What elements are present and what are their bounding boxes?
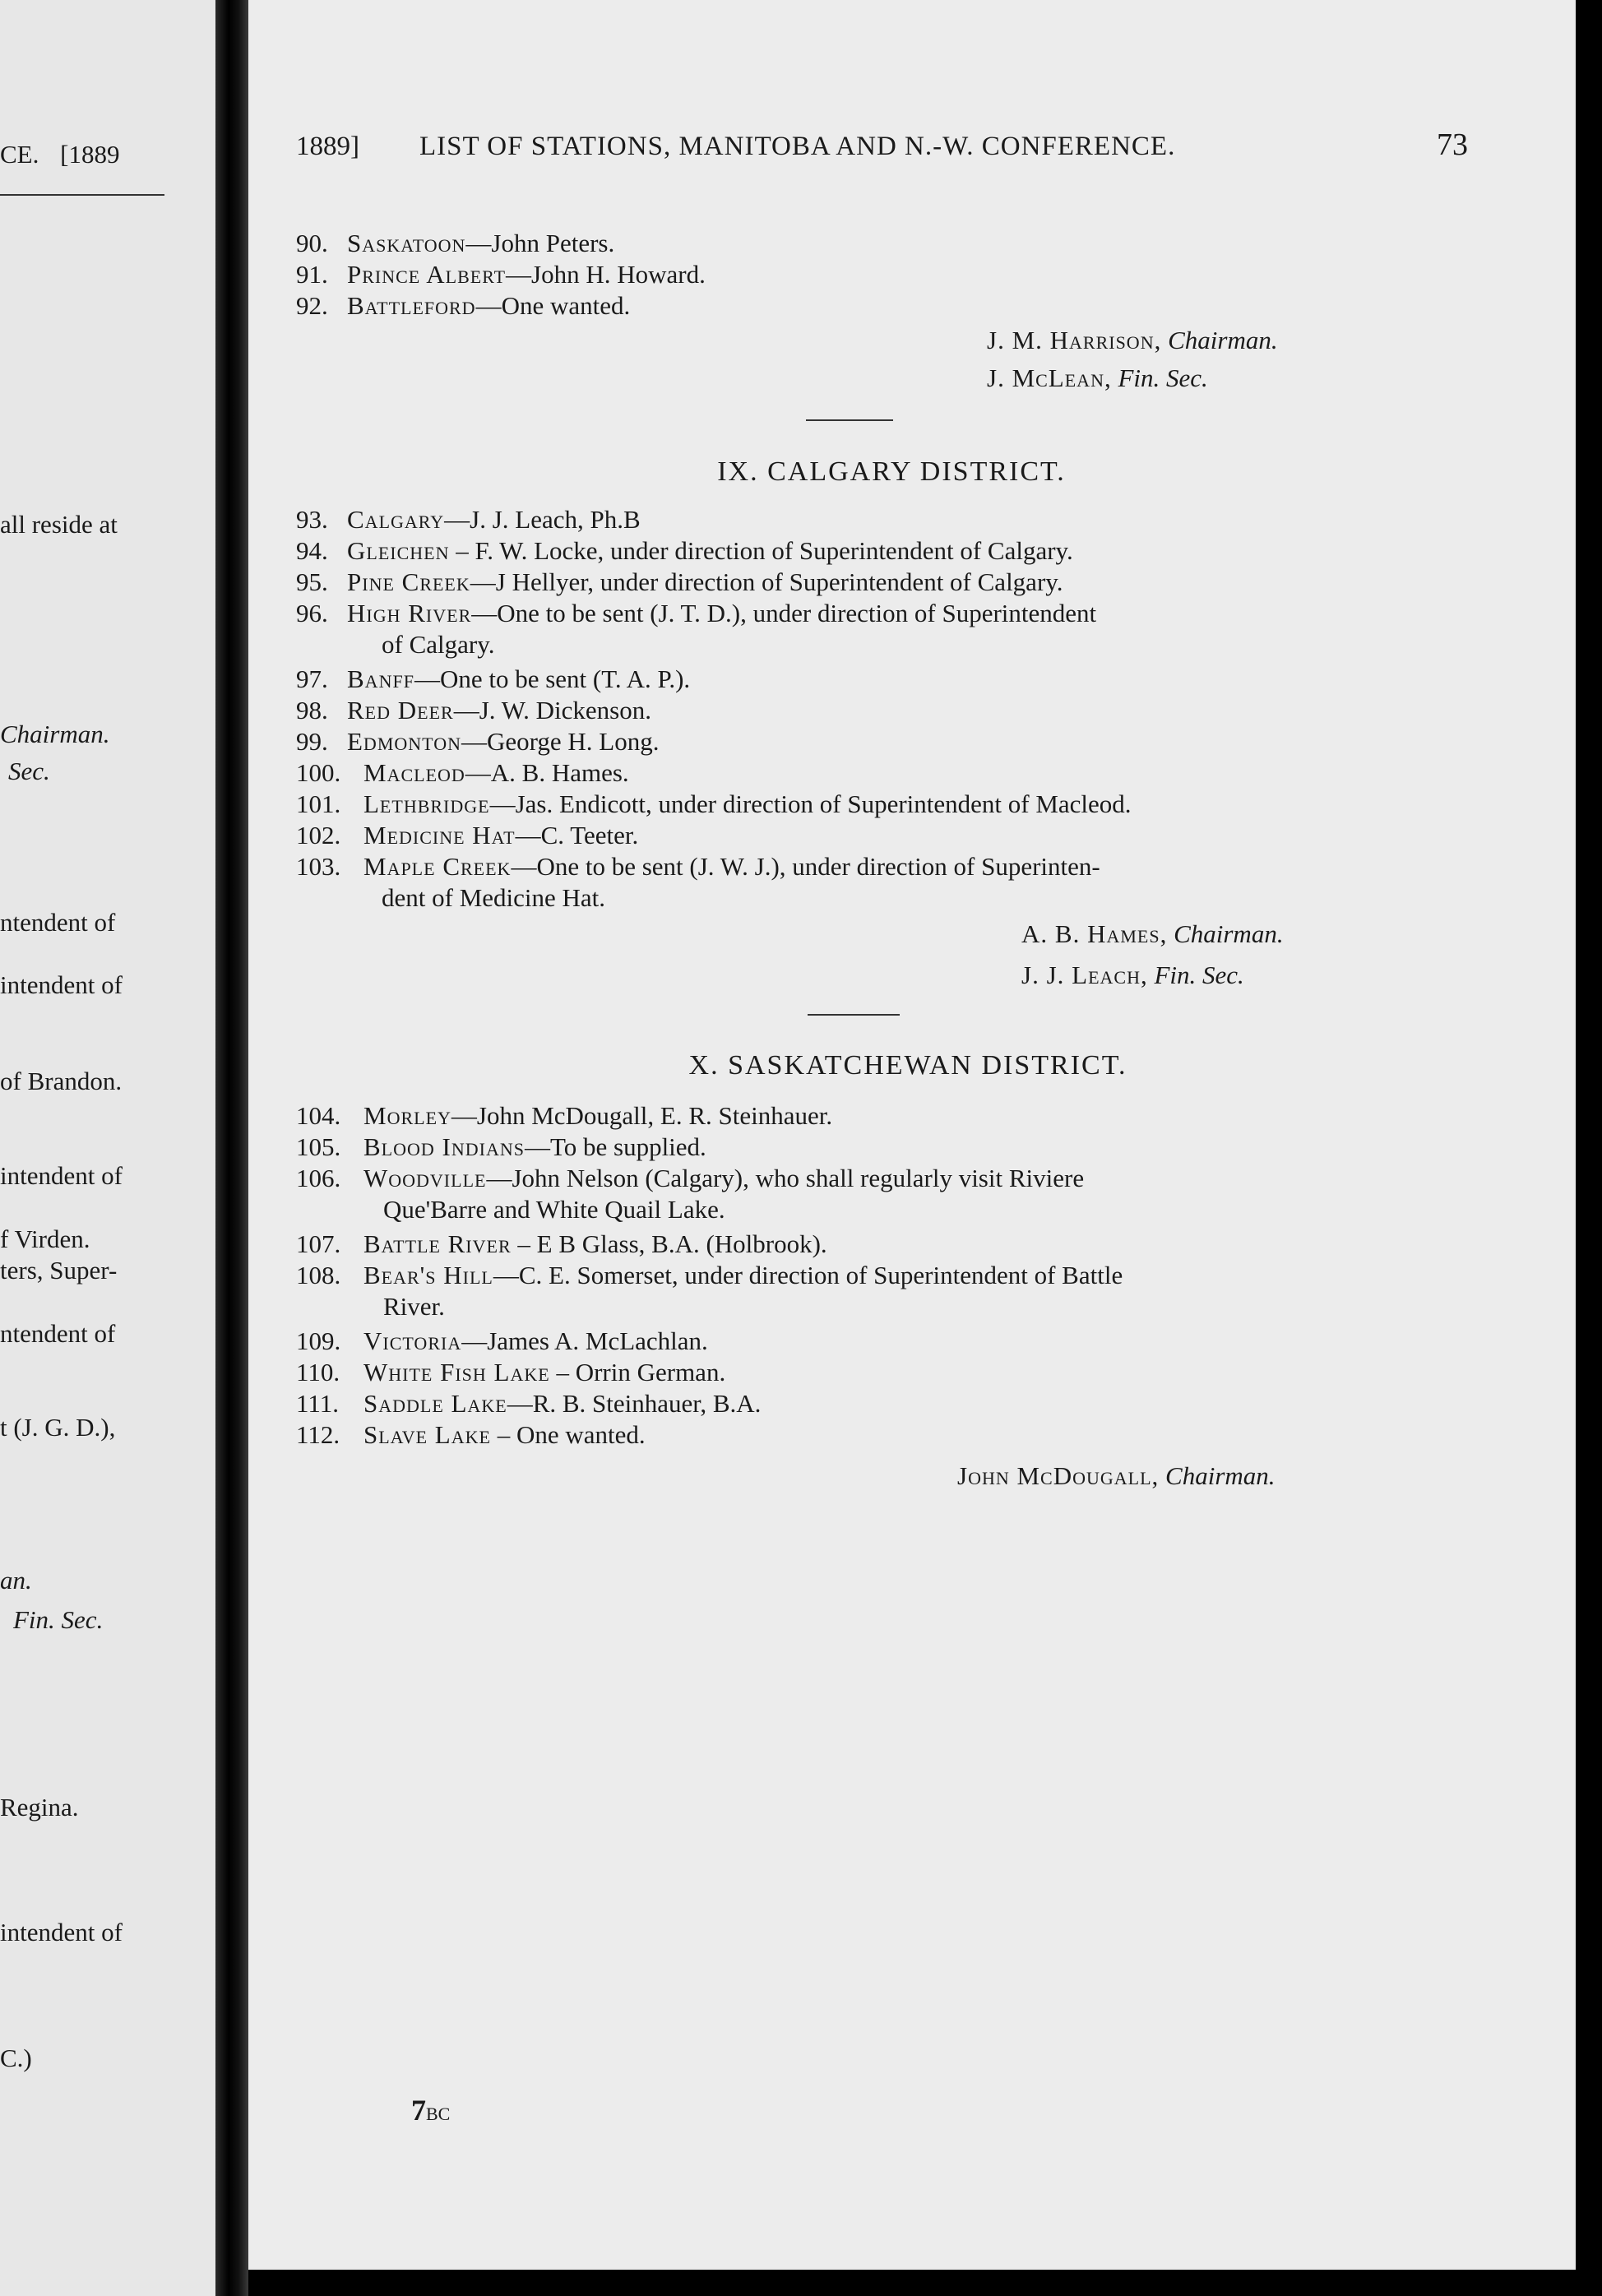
station-entry bbox=[296, 1388, 761, 1419]
station-text: —John Peters. bbox=[465, 229, 615, 257]
left-fragment: Regina. bbox=[0, 1793, 79, 1822]
station-entry bbox=[296, 290, 630, 322]
station-number: 99. bbox=[296, 727, 328, 756]
station-text: —George H. Long. bbox=[461, 727, 660, 756]
station-number: 93. bbox=[296, 505, 328, 534]
station-text: – E B Glass, B.A. (Holbrook). bbox=[511, 1229, 827, 1258]
station-entry bbox=[296, 1326, 708, 1357]
station-name: Bear's Hill bbox=[363, 1261, 493, 1289]
running-head bbox=[296, 127, 1468, 164]
station-name: Medicine Hat bbox=[363, 821, 516, 849]
station-entry bbox=[296, 1100, 832, 1132]
left-fragment: ters, Super- bbox=[0, 1256, 118, 1285]
fin-sec-signature bbox=[987, 363, 1208, 394]
station-number: 108. bbox=[296, 1261, 341, 1289]
left-header-rule bbox=[0, 194, 164, 196]
station-number: 100. bbox=[296, 758, 341, 787]
station-number: 102. bbox=[296, 821, 341, 849]
running-head-year: 1889] bbox=[296, 132, 359, 161]
station-entry bbox=[296, 228, 614, 259]
left-fragment: ntendent of bbox=[0, 1319, 116, 1348]
signature-name: J. M. Harrison, bbox=[987, 326, 1162, 354]
station-name: Saddle Lake bbox=[363, 1389, 507, 1418]
left-fragment: of Brandon. bbox=[0, 1067, 123, 1095]
station-name: Lethbridge bbox=[363, 789, 490, 818]
book-gutter bbox=[215, 0, 248, 2296]
station-continuation: dent of Medicine Hat. bbox=[382, 883, 606, 912]
station-number: 103. bbox=[296, 852, 341, 881]
signature-role: Chairman. bbox=[1168, 326, 1278, 354]
page-number: 73 bbox=[1437, 127, 1468, 162]
signature-mark-number: 7 bbox=[411, 2094, 426, 2127]
fin-sec-signature bbox=[1021, 960, 1244, 991]
left-fragment: an. bbox=[0, 1566, 32, 1595]
left-header bbox=[0, 140, 119, 169]
station-number: 104. bbox=[296, 1101, 341, 1130]
station-number: 95. bbox=[296, 567, 328, 596]
station-number: 98. bbox=[296, 696, 328, 724]
chairman-signature bbox=[957, 1460, 1276, 1492]
station-text: —A. B. Hames. bbox=[465, 758, 629, 787]
station-entry bbox=[296, 259, 706, 290]
station-number: 92. bbox=[296, 291, 328, 320]
station-entry bbox=[296, 1163, 1084, 1194]
station-continuation: of Calgary. bbox=[382, 630, 495, 659]
station-text: – F. W. Locke, under direction of Superintendent of Calgary. bbox=[449, 536, 1073, 565]
station-text: —J. W. Dickenson. bbox=[453, 696, 651, 724]
chairman-signature bbox=[1021, 919, 1284, 950]
station-text: —To be supplied. bbox=[524, 1132, 706, 1161]
station-name: Saskatoon bbox=[347, 229, 466, 257]
facing-page-fragment bbox=[0, 0, 215, 2296]
station-text: – One wanted. bbox=[490, 1420, 646, 1449]
station-name: Blood Indians bbox=[363, 1132, 525, 1161]
station-number: 112. bbox=[296, 1420, 340, 1449]
station-entry bbox=[296, 664, 690, 695]
station-name: Edmonton bbox=[347, 727, 461, 756]
station-text: —J. J. Leach, Ph.B bbox=[444, 505, 641, 534]
station-text: —John H. Howard. bbox=[506, 260, 706, 289]
station-text: —One wanted. bbox=[475, 291, 631, 320]
station-text: —John Nelson (Calgary), who shall regularly visit Riviere bbox=[486, 1164, 1085, 1192]
running-head-title: LIST OF STATIONS, MANITOBA AND N.-W. CONFERENCE. bbox=[419, 132, 1176, 161]
signature-mark-letters: BC bbox=[426, 2104, 451, 2124]
station-entry bbox=[296, 757, 629, 789]
district-heading: IX. CALGARY DISTRICT. bbox=[717, 456, 1066, 487]
station-entry bbox=[296, 1229, 827, 1260]
signature-name: J. McLean, bbox=[987, 363, 1112, 392]
station-name: Victoria bbox=[363, 1326, 462, 1355]
signature-role: Chairman. bbox=[1174, 919, 1284, 948]
left-fragment: f Virden. bbox=[0, 1224, 90, 1253]
left-fragment: Fin. Sec. bbox=[13, 1605, 104, 1634]
station-text: —John McDougall, E. R. Steinhauer. bbox=[451, 1101, 833, 1130]
station-number: 110. bbox=[296, 1358, 340, 1386]
station-name: Morley bbox=[363, 1101, 451, 1130]
station-continuation: Que'Barre and White Quail Lake. bbox=[383, 1195, 725, 1224]
station-number: 94. bbox=[296, 536, 328, 565]
signature-role: Fin. Sec. bbox=[1118, 363, 1208, 392]
left-fragment: all reside at bbox=[0, 510, 118, 539]
station-name: White Fish Lake bbox=[363, 1358, 550, 1386]
left-fragment: intendent of bbox=[0, 1161, 123, 1190]
station-entry bbox=[296, 1419, 646, 1451]
station-text: —J Hellyer, under direction of Superintendent of Calgary. bbox=[470, 567, 1063, 596]
station-name: Gleichen bbox=[347, 536, 450, 565]
station-entry bbox=[296, 1357, 725, 1388]
station-name: Calgary bbox=[347, 505, 445, 534]
station-entry bbox=[296, 535, 1073, 567]
station-number: 107. bbox=[296, 1229, 341, 1258]
chairman-signature bbox=[987, 325, 1278, 356]
station-entry bbox=[296, 820, 638, 851]
station-number: 96. bbox=[296, 599, 328, 627]
left-fragment: intendent of bbox=[0, 970, 123, 999]
station-name: Red Deer bbox=[347, 696, 454, 724]
signature-role: Chairman. bbox=[1165, 1461, 1276, 1490]
district-heading: X. SASKATCHEWAN DISTRICT. bbox=[688, 1050, 1127, 1081]
station-number: 109. bbox=[296, 1326, 341, 1355]
left-header-fragment: CE. bbox=[0, 140, 39, 169]
station-entry bbox=[296, 567, 1063, 598]
station-number: 105. bbox=[296, 1132, 341, 1161]
station-entry bbox=[296, 1132, 706, 1163]
signature-name: J. J. Leach, bbox=[1021, 961, 1148, 989]
station-name: Woodville bbox=[363, 1164, 487, 1192]
station-name: Battle River bbox=[363, 1229, 512, 1258]
station-name: Battleford bbox=[347, 291, 476, 320]
printer-signature-mark bbox=[411, 2093, 450, 2127]
station-text: —James A. McLachlan. bbox=[461, 1326, 708, 1355]
station-number: 101. bbox=[296, 789, 341, 818]
station-entry bbox=[296, 851, 1100, 882]
station-number: 97. bbox=[296, 664, 328, 693]
station-name: Slave Lake bbox=[363, 1420, 491, 1449]
station-entry bbox=[296, 789, 1132, 820]
signature-name: A. B. Hames, bbox=[1021, 919, 1168, 948]
section-rule bbox=[806, 419, 893, 421]
station-name: Macleod bbox=[363, 758, 465, 787]
station-continuation: River. bbox=[383, 1292, 445, 1321]
left-fragment: t (J. G. D.), bbox=[0, 1413, 116, 1442]
station-entry bbox=[296, 1260, 1123, 1291]
station-text: – Orrin German. bbox=[549, 1358, 726, 1386]
left-fragment: C.) bbox=[0, 2044, 32, 2072]
left-fragment: ntendent of bbox=[0, 908, 116, 937]
signature-role: Fin. Sec. bbox=[1154, 961, 1244, 989]
section-rule bbox=[808, 1014, 900, 1016]
station-name: High River bbox=[347, 599, 472, 627]
left-fragment: Chairman. bbox=[0, 720, 110, 748]
station-number: 106. bbox=[296, 1164, 341, 1192]
station-text: —C. Teeter. bbox=[515, 821, 639, 849]
station-entry bbox=[296, 598, 1096, 629]
station-text: —One to be sent (J. W. J.), under direction of Superinten- bbox=[511, 852, 1100, 881]
station-name: Prince Albert bbox=[347, 260, 507, 289]
station-number: 90. bbox=[296, 229, 328, 257]
station-text: —One to be sent (J. T. D.), under direction of Superintendent bbox=[471, 599, 1097, 627]
left-fragment: intendent of bbox=[0, 1918, 123, 1947]
station-text: —R. B. Steinhauer, B.A. bbox=[507, 1389, 762, 1418]
station-entry bbox=[296, 504, 641, 535]
station-text: —One to be sent (T. A. P.). bbox=[414, 664, 691, 693]
station-number: 91. bbox=[296, 260, 328, 289]
station-name: Maple Creek bbox=[363, 852, 512, 881]
station-text: —C. E. Somerset, under direction of Superintendent of Battle bbox=[493, 1261, 1123, 1289]
station-name: Banff bbox=[347, 664, 414, 693]
station-text: —Jas. Endicott, under direction of Superintendent of Macleod. bbox=[489, 789, 1132, 818]
left-header-year: [1889 bbox=[60, 140, 120, 169]
station-name: Pine Creek bbox=[347, 567, 470, 596]
signature-name: John McDougall, bbox=[957, 1461, 1160, 1490]
page bbox=[248, 0, 1576, 2270]
station-entry bbox=[296, 726, 659, 757]
left-fragment: Sec. bbox=[8, 757, 50, 785]
station-entry bbox=[296, 695, 651, 726]
station-number: 111. bbox=[296, 1389, 339, 1418]
